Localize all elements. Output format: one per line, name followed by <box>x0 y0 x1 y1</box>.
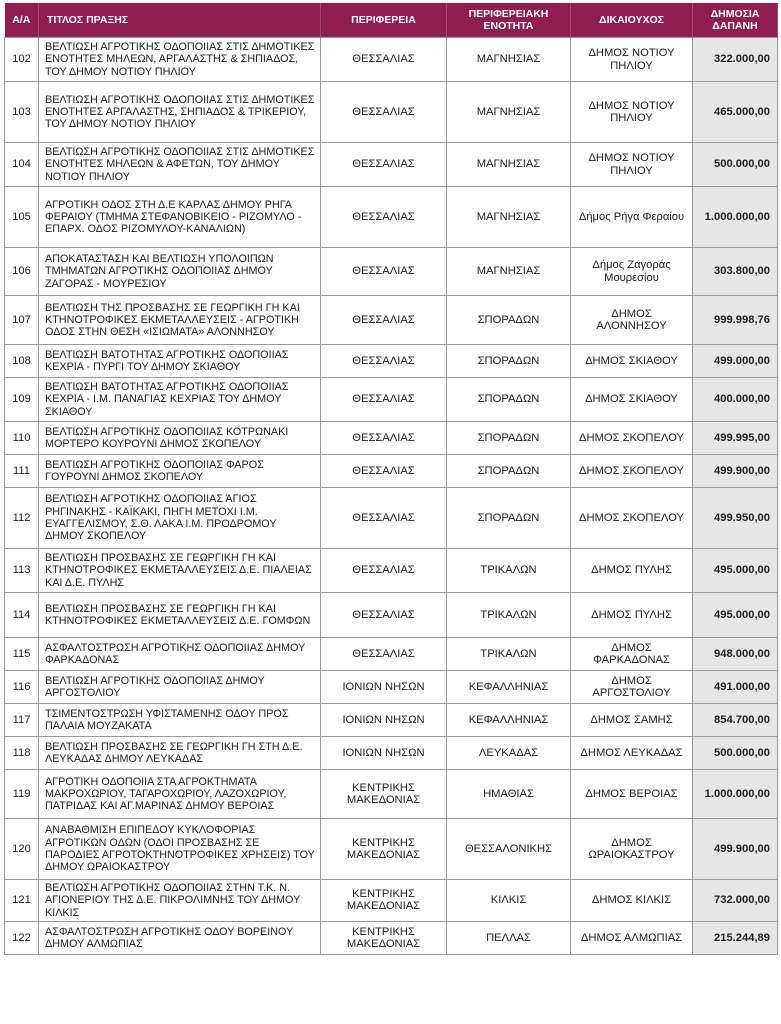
project-title: ΒΕΛΤΙΩΣΗ ΒΑΤΟΤΗΤΑΣ ΑΓΡΟΤΙΚΗΣ ΟΔΟΠΟΙΙΑΣ ΚΕΧΡΙΑ - ΠΥΡΓΙ ΤΟΥ ΔΗΜΟΥ ΣΚΙΑΘΟΥ <box>39 345 321 378</box>
regional-unit-cell: ΘΕΣΣΑΛΟΝΙΚΗΣ <box>447 819 571 880</box>
regional-unit-cell: ΣΠΟΡΑΔΩΝ <box>447 488 571 549</box>
header-amount-line1: ΔΗΜΟΣΙΑ <box>710 8 760 20</box>
beneficiary-cell: ΔΗΜΟΣ ΩΡΑΙΟΚΑΣΤΡΟΥ <box>571 819 693 880</box>
public-expenditure-cell: 499.900,00 <box>693 819 778 880</box>
table-row <box>5 770 778 819</box>
region-cell: ΘΕΣΣΑΛΙΑΣ <box>321 296 447 345</box>
header-unit <box>447 3 571 38</box>
table-row <box>5 549 778 593</box>
table-row <box>5 921 778 954</box>
beneficiary-cell: Δήμος Ζαγοράς Μουρεσίου <box>571 248 693 296</box>
public-expenditure-cell: 495.000,00 <box>693 593 778 638</box>
header-beneficiary: ΔΙΚΑΙΟΥΧΟΣ <box>571 3 693 38</box>
row-number: 111 <box>5 455 39 488</box>
region-cell: ΘΕΣΣΑΛΙΑΣ <box>321 38 447 82</box>
table-row <box>5 248 778 296</box>
region-cell: ΘΕΣΣΑΛΙΑΣ <box>321 143 447 187</box>
region-cell: ΘΕΣΣΑΛΙΑΣ <box>321 488 447 549</box>
public-expenditure-cell: 499.950,00 <box>693 488 778 549</box>
public-expenditure-cell: 732.000,00 <box>693 880 778 922</box>
regional-unit-cell: ΤΡΙΚΑΛΩΝ <box>447 638 571 671</box>
project-title: ΒΕΛΤΙΩΣΗ ΑΓΡΟΤΙΚΗΣ ΟΔΟΠΟΙΙΑΣ ΣΤΙΣ ΔΗΜΟΤΙΚΕΣ ΕΝΟΤΗΤΕΣ ΑΡΓΑΛΑΣΤΗΣ, ΣΗΠΙΑΔΟΣ & ΤΡΙΚΕΡΙΟΥ, ΤΟΥ ΔΗΜΟΥ ΝΟΤΙΟΥ ΠΗΛΙΟΥ <box>39 82 321 143</box>
header-no: Α/Α <box>5 3 39 38</box>
beneficiary-cell: ΔΗΜΟΣ ΣΑΜΗΣ <box>571 704 693 737</box>
region-cell: ΙΟΝΙΩΝ ΝΗΣΩΝ <box>321 737 447 770</box>
region-cell: ΘΕΣΣΑΛΙΑΣ <box>321 422 447 455</box>
regional-unit-cell: ΣΠΟΡΑΔΩΝ <box>447 345 571 378</box>
beneficiary-cell: ΔΗΜΟΣ ΑΛΟΝΝΗΣΟΥ <box>571 296 693 345</box>
table-row <box>5 455 778 488</box>
regional-unit-cell: ΚΕΦΑΛΛΗΝΙΑΣ <box>447 671 571 704</box>
table-row <box>5 704 778 737</box>
beneficiary-cell: ΔΗΜΟΣ ΛΕΥΚΑΔΑΣ <box>571 737 693 770</box>
row-number: 102 <box>5 38 39 82</box>
region-cell: ΘΕΣΣΑΛΙΑΣ <box>321 378 447 422</box>
project-title: ΒΕΛΤΙΩΣΗ ΒΑΤΟΤΗΤΑΣ ΑΓΡΟΤΙΚΗΣ ΟΔΟΠΟΙΙΑΣ ΚΕΧΡΙΑ - Ι.Μ. ΠΑΝΑΓΙΑΣ ΚΕΧΡΙΑΣ ΤΟΥ ΔΗΜΟΥ ΣΚΙΑΘΟΥ <box>39 378 321 422</box>
public-expenditure-cell: 400.000,00 <box>693 378 778 422</box>
row-number: 103 <box>5 82 39 143</box>
project-title: ΑΓΡΟΤΙΚΗ ΟΔΟΣ ΣΤΗ Δ.Ε ΚΑΡΛΑΣ ΔΗΜΟΥ ΡΗΓΑ ΦΕΡΑΙΟΥ (ΤΜΗΜΑ ΣΤΕΦΑΝΟΒΙΚΕΙΟ - ΡΙΖΟΜΥΛΟ - ΕΠΑΡΧ. ΟΔΟΣ ΡΙΖΟΜΥΛΟΥ-ΚΑΝΑΛΙΩΝ) <box>39 187 321 248</box>
regional-unit-cell: ΜΑΓΝΗΣΙΑΣ <box>447 143 571 187</box>
row-number: 118 <box>5 737 39 770</box>
project-title: ΒΕΛΤΙΩΣΗ ΑΓΡΟΤΙΚΗΣ ΟΔΟΠΟΙΙΑΣ ΣΤΙΣ ΔΗΜΟΤΙΚΕΣ ΕΝΟΤΗΤΕΣ ΜΗΛΕΩΝ, ΑΡΓΑΛΑΣΤΗΣ & ΣΗΠΙΑΔΟΣ, ΤΟΥ ΔΗΜΟΥ ΝΟΤΙΟΥ ΠΗΛΙΟΥ <box>39 38 321 82</box>
project-title: ΒΕΛΤΙΩΣΗ ΑΓΡΟΤΙΚΗΣ ΟΔΟΠΟΙΙΑΣ ΔΗΜΟΥ ΑΡΓΟΣΤΟΛΙΟΥ <box>39 671 321 704</box>
public-expenditure-cell: 491.000,00 <box>693 671 778 704</box>
table-row <box>5 345 778 378</box>
public-expenditure-cell: 495.000,00 <box>693 549 778 593</box>
header-amount <box>693 3 778 38</box>
row-number: 104 <box>5 143 39 187</box>
project-title: ΒΕΛΤΙΩΣΗ ΑΓΡΟΤΙΚΗΣ ΟΔΟΠΟΙΙΑΣ ΣΤΙΣ ΔΗΜΟΤΙΚΕΣ ΕΝΟΤΗΤΕΣ ΜΗΛΕΩΝ & ΑΦΕΤΩΝ, ΤΟΥ ΔΗΜΟΥ ΝΟΤΙΟΥ ΠΗΛΙΟΥ <box>39 143 321 187</box>
regional-unit-cell: ΤΡΙΚΑΛΩΝ <box>447 549 571 593</box>
beneficiary-cell: ΔΗΜΟΣ ΣΚΟΠΕΛΟΥ <box>571 488 693 549</box>
region-cell: ΙΟΝΙΩΝ ΝΗΣΩΝ <box>321 671 447 704</box>
public-expenditure-cell: 303.800,00 <box>693 248 778 296</box>
region-cell: ΚΕΝΤΡΙΚΗΣ ΜΑΚΕΔΟΝΙΑΣ <box>321 880 447 922</box>
beneficiary-cell: ΔΗΜΟΣ ΣΚΙΑΘΟΥ <box>571 345 693 378</box>
beneficiary-cell: ΔΗΜΟΣ ΝΟΤΙΟΥ ΠΗΛΙΟΥ <box>571 143 693 187</box>
public-expenditure-cell: 1.000.000,00 <box>693 187 778 248</box>
row-number: 113 <box>5 549 39 593</box>
table-row <box>5 638 778 671</box>
beneficiary-cell: ΔΗΜΟΣ ΣΚΙΑΘΟΥ <box>571 378 693 422</box>
regional-unit-cell: ΜΑΓΝΗΣΙΑΣ <box>447 248 571 296</box>
header-unit-line1: ΠΕΡΙΦΕΡΕΙΑΚΗ <box>468 8 549 20</box>
project-title: ΒΕΛΤΙΩΣΗ ΠΡΟΣΒΑΣΗΣ ΣΕ ΓΕΩΡΓΙΚΗ ΓΗ ΣΤΗ Δ.Ε. ΛΕΥΚΑΔΑΣ ΔΗΜΟΥ ΛΕΥΚΑΔΑΣ <box>39 737 321 770</box>
public-expenditure-cell: 948.000,00 <box>693 638 778 671</box>
project-title: ΑΠΟΚΑΤΑΣΤΑΣΗ ΚΑΙ ΒΕΛΤΙΩΣΗ ΥΠΟΛΟΙΠΩΝ ΤΜΗΜΑΤΩΝ ΑΓΡΟΤΙΚΗΣ ΟΔΟΠΟΙΙΑΣ ΔΗΜΟΥ ΖΑΓΟΡΑΣ - ΜΟΥΡΕΣΙΟΥ <box>39 248 321 296</box>
project-title: ΒΕΛΤΙΩΣΗ ΑΓΡΟΤΙΚΗΣ ΟΔΟΠΟΙΙΑΣ ΆΓΙΟΣ ΡΗΓΙΝΑΚΗΣ - ΚΑΪΚΑΚΙ, ΠΗΓΗ ΜΕΤΟΧΙ Ι.Μ. ΕΥΑΓΓΕΛΙΣΜΟΥ, Σ.Θ. ΛΑΚΑ Ι.Μ. ΠΡΟΔΡΟΜΟΥ ΔΗΜΟΥ ΣΚΟΠΕΛΟΥ <box>39 488 321 549</box>
project-title: ΒΕΛΤΙΩΣΗ ΠΡΟΣΒΑΣΗΣ ΣΕ ΓΕΩΡΓΙΚΗ ΓΗ ΚΑΙ ΚΤΗΝΟΤΡΟΦΙΚΕΣ ΕΚΜΕΤΑΛΛΕΥΣΕΙΣ Δ.Ε. ΠΙΑΛΕΙΑΣ ΚΑΙ Δ.Ε. ΠΥΛΗΣ <box>39 549 321 593</box>
table-row <box>5 737 778 770</box>
header-region: ΠΕΡΙΦΕΡΕΙΑ <box>321 3 447 38</box>
public-expenditure-cell: 500.000,00 <box>693 143 778 187</box>
beneficiary-cell: ΔΗΜΟΣ ΣΚΟΠΕΛΟΥ <box>571 422 693 455</box>
row-number: 112 <box>5 488 39 549</box>
region-cell: ΙΟΝΙΩΝ ΝΗΣΩΝ <box>321 704 447 737</box>
table-row <box>5 422 778 455</box>
region-cell: ΘΕΣΣΑΛΙΑΣ <box>321 549 447 593</box>
project-title: ΑΣΦΑΛΤΟΣΤΡΩΣΗ ΑΓΡΟΤΙΚΗΣ ΟΔΟΠΟΙΙΑΣ ΔΗΜΟΥ ΦΑΡΚΑΔΟΝΑΣ <box>39 638 321 671</box>
row-number: 107 <box>5 296 39 345</box>
public-expenditure-cell: 500.000,00 <box>693 737 778 770</box>
table-row <box>5 819 778 880</box>
regional-unit-cell: ΤΡΙΚΑΛΩΝ <box>447 593 571 638</box>
row-number: 115 <box>5 638 39 671</box>
region-cell: ΚΕΝΤΡΙΚΗΣ ΜΑΚΕΔΟΝΙΑΣ <box>321 921 447 954</box>
beneficiary-cell: ΔΗΜΟΣ ΚΙΛΚΙΣ <box>571 880 693 922</box>
table-row <box>5 378 778 422</box>
public-expenditure-cell: 215.244,89 <box>693 921 778 954</box>
beneficiary-cell: ΔΗΜΟΣ ΣΚΟΠΕΛΟΥ <box>571 455 693 488</box>
projects-table <box>4 3 778 955</box>
row-number: 120 <box>5 819 39 880</box>
row-number: 105 <box>5 187 39 248</box>
region-cell: ΘΕΣΣΑΛΙΑΣ <box>321 345 447 378</box>
table-header-row <box>5 3 778 38</box>
regional-unit-cell: ΚΙΛΚΙΣ <box>447 880 571 922</box>
regional-unit-cell: ΣΠΟΡΑΔΩΝ <box>447 422 571 455</box>
table-row <box>5 488 778 549</box>
header-title: ΤΙΤΛΟΣ ΠΡΑΞΗΣ <box>39 3 321 38</box>
regional-unit-cell: ΜΑΓΝΗΣΙΑΣ <box>447 187 571 248</box>
table-row <box>5 143 778 187</box>
project-title: ΒΕΛΤΙΩΣΗ ΑΓΡΟΤΙΚΗΣ ΟΔΟΠΟΙΙΑΣ ΣΤΗΝ Τ.Κ. Ν. ΑΓΙΟΝΕΡΙΟΥ ΤΗΣ Δ.Ε. ΠΙΚΡΟΛΙΜΝΗΣ ΤΟΥ ΔΗΜΟΥ ΚΙΛΚΙΣ <box>39 880 321 922</box>
beneficiary-cell: ΔΗΜΟΣ ΠΥΛΗΣ <box>571 549 693 593</box>
region-cell: ΘΕΣΣΑΛΙΑΣ <box>321 82 447 143</box>
row-number: 106 <box>5 248 39 296</box>
beneficiary-cell: ΔΗΜΟΣ ΑΡΓΟΣΤΟΛΙΟΥ <box>571 671 693 704</box>
project-title: ΤΣΙΜΕΝΤΟΣΤΡΩΣΗ ΥΦΙΣΤΑΜΕΝΗΣ ΟΔΟΥ ΠΡΟΣ ΠΑΛΑΙΑ ΜΟΥΖΑΚΑΤΑ <box>39 704 321 737</box>
table-row <box>5 671 778 704</box>
beneficiary-cell: ΔΗΜΟΣ ΝΟΤΙΟΥ ΠΗΛΙΟΥ <box>571 38 693 82</box>
region-cell: ΚΕΝΤΡΙΚΗΣ ΜΑΚΕΔΟΝΙΑΣ <box>321 770 447 819</box>
row-number: 117 <box>5 704 39 737</box>
region-cell: ΘΕΣΣΑΛΙΑΣ <box>321 248 447 296</box>
beneficiary-cell: ΔΗΜΟΣ ΒΕΡΟΙΑΣ <box>571 770 693 819</box>
regional-unit-cell: ΜΑΓΝΗΣΙΑΣ <box>447 82 571 143</box>
table-row <box>5 296 778 345</box>
public-expenditure-cell: 499.900,00 <box>693 455 778 488</box>
project-title: ΒΕΛΤΙΩΣΗ ΑΓΡΟΤΙΚΗΣ ΟΔΟΠΟΙΙΑΣ ΚΟΤΡΩΝΑΚΙ ΜΟΡΤΕΡΟ ΚΟΥΡΟΥΝΙ ΔΗΜΟΣ ΣΚΟΠΕΛΟΥ <box>39 422 321 455</box>
public-expenditure-cell: 465.000,00 <box>693 82 778 143</box>
row-number: 116 <box>5 671 39 704</box>
beneficiary-cell: ΔΗΜΟΣ ΦΑΡΚΑΔΟΝΑΣ <box>571 638 693 671</box>
public-expenditure-cell: 322.000,00 <box>693 38 778 82</box>
table-row <box>5 82 778 143</box>
row-number: 114 <box>5 593 39 638</box>
header-amount-line2: ΔΑΠΑΝΗ <box>712 20 758 32</box>
project-title: ΑΣΦΑΛΤΟΣΤΡΩΣΗ ΑΓΡΟΤΙΚΗΣ ΟΔΟΥ ΒΟΡΕΙΝΟΥ ΔΗΜΟΥ ΑΛΜΩΠΙΑΣ <box>39 921 321 954</box>
table-row <box>5 38 778 82</box>
region-cell: ΘΕΣΣΑΛΙΑΣ <box>321 187 447 248</box>
beneficiary-cell: ΔΗΜΟΣ ΑΛΜΩΠΙΑΣ <box>571 921 693 954</box>
public-expenditure-cell: 499.995,00 <box>693 422 778 455</box>
row-number: 122 <box>5 921 39 954</box>
regional-unit-cell: ΗΜΑΘΙΑΣ <box>447 770 571 819</box>
region-cell: ΘΕΣΣΑΛΙΑΣ <box>321 455 447 488</box>
beneficiary-cell: ΔΗΜΟΣ ΝΟΤΙΟΥ ΠΗΛΙΟΥ <box>571 82 693 143</box>
regional-unit-cell: ΠΕΛΛΑΣ <box>447 921 571 954</box>
public-expenditure-cell: 1.000.000,00 <box>693 770 778 819</box>
region-cell: ΚΕΝΤΡΙΚΗΣ ΜΑΚΕΔΟΝΙΑΣ <box>321 819 447 880</box>
regional-unit-cell: ΛΕΥΚΑΔΑΣ <box>447 737 571 770</box>
row-number: 121 <box>5 880 39 922</box>
beneficiary-cell: ΔΗΜΟΣ ΠΥΛΗΣ <box>571 593 693 638</box>
row-number: 119 <box>5 770 39 819</box>
table-row <box>5 187 778 248</box>
row-number: 108 <box>5 345 39 378</box>
project-title: ΒΕΛΤΙΩΣΗ ΑΓΡΟΤΙΚΗΣ ΟΔΟΠΟΙΙΑΣ ΦΑΡΟΣ ΓΟΥΡΟΥΝΙ ΔΗΜΟΣ ΣΚΟΠΕΛΟΥ <box>39 455 321 488</box>
region-cell: ΘΕΣΣΑΛΙΑΣ <box>321 593 447 638</box>
table-row <box>5 880 778 922</box>
row-number: 109 <box>5 378 39 422</box>
project-title: ΑΓΡΟΤΙΚΗ ΟΔΟΠΟΙΙΑ ΣΤΑ ΑΓΡΟΚΤΗΜΑΤΑ ΜΑΚΡΟΧΩΡΙΟΥ, ΤΑΓΑΡΟΧΩΡΙΟΥ, ΛΑΖΟΧΩΡΙΟΥ, ΠΑΤΡΙΔΑΣ ΚΑΙ ΑΓ.ΜΑΡΙΝΑΣ ΔΗΜΟΥ ΒΕΡΟΙΑΣ <box>39 770 321 819</box>
header-unit-line2: ΕΝΟΤΗΤΑ <box>483 20 534 32</box>
regional-unit-cell: ΣΠΟΡΑΔΩΝ <box>447 455 571 488</box>
region-cell: ΘΕΣΣΑΛΙΑΣ <box>321 638 447 671</box>
beneficiary-cell: Δήμος Ρήγα Φεραίου <box>571 187 693 248</box>
regional-unit-cell: ΜΑΓΝΗΣΙΑΣ <box>447 38 571 82</box>
public-expenditure-cell: 999.998,76 <box>693 296 778 345</box>
public-expenditure-cell: 854.700,00 <box>693 704 778 737</box>
regional-unit-cell: ΚΕΦΑΛΛΗΝΙΑΣ <box>447 704 571 737</box>
row-number: 110 <box>5 422 39 455</box>
project-title: ΒΕΛΤΙΩΣΗ ΤΗΣ ΠΡΟΣΒΑΣΗΣ ΣΕ ΓΕΩΡΓΙΚΗ ΓΗ ΚΑΙ ΚΤΗΝΟΤΡΟΦΙΚΕΣ ΕΚΜΕΤΑΛΛΕΥΣΕΙΣ - ΑΓΡΟΤΙΚΗ ΟΔΟΣ ΣΤΗΝ ΘΕΣΗ «ΙΣΙΩΜΑΤΑ» ΑΛΟΝΝΗΣΟΥ <box>39 296 321 345</box>
regional-unit-cell: ΣΠΟΡΑΔΩΝ <box>447 296 571 345</box>
project-title: ΒΕΛΤΙΩΣΗ ΠΡΟΣΒΑΣΗΣ ΣΕ ΓΕΩΡΓΙΚΗ ΓΗ ΚΑΙ ΚΤΗΝΟΤΡΟΦΙΚΕΣ ΕΚΜΕΤΑΛΛΕΥΣΕΙΣ Δ.Ε. ΓΟΜΦΩΝ <box>39 593 321 638</box>
table-row <box>5 593 778 638</box>
regional-unit-cell: ΣΠΟΡΑΔΩΝ <box>447 378 571 422</box>
public-expenditure-cell: 499.000,00 <box>693 345 778 378</box>
project-title: ΑΝΑΒΑΘΜΙΣΗ ΕΠΙΠΕΔΟΥ ΚΥΚΛΟΦΟΡΙΑΣ ΑΓΡΟΤΙΚΩΝ ΟΔΩΝ (ΟΔΟΙ ΠΡΟΣΒΑΣΗΣ ΣΕ ΠΑΡΟΔΙΕΣ ΑΓΡΟΤΟΚΤΗΝΟΤΡΟΦΙΚΕΣ ΧΡΗΣΕΙΣ) ΤΟΥ ΔΗΜΟΥ ΩΡΑΙΟΚΑΣΤΡΟΥ <box>39 819 321 880</box>
